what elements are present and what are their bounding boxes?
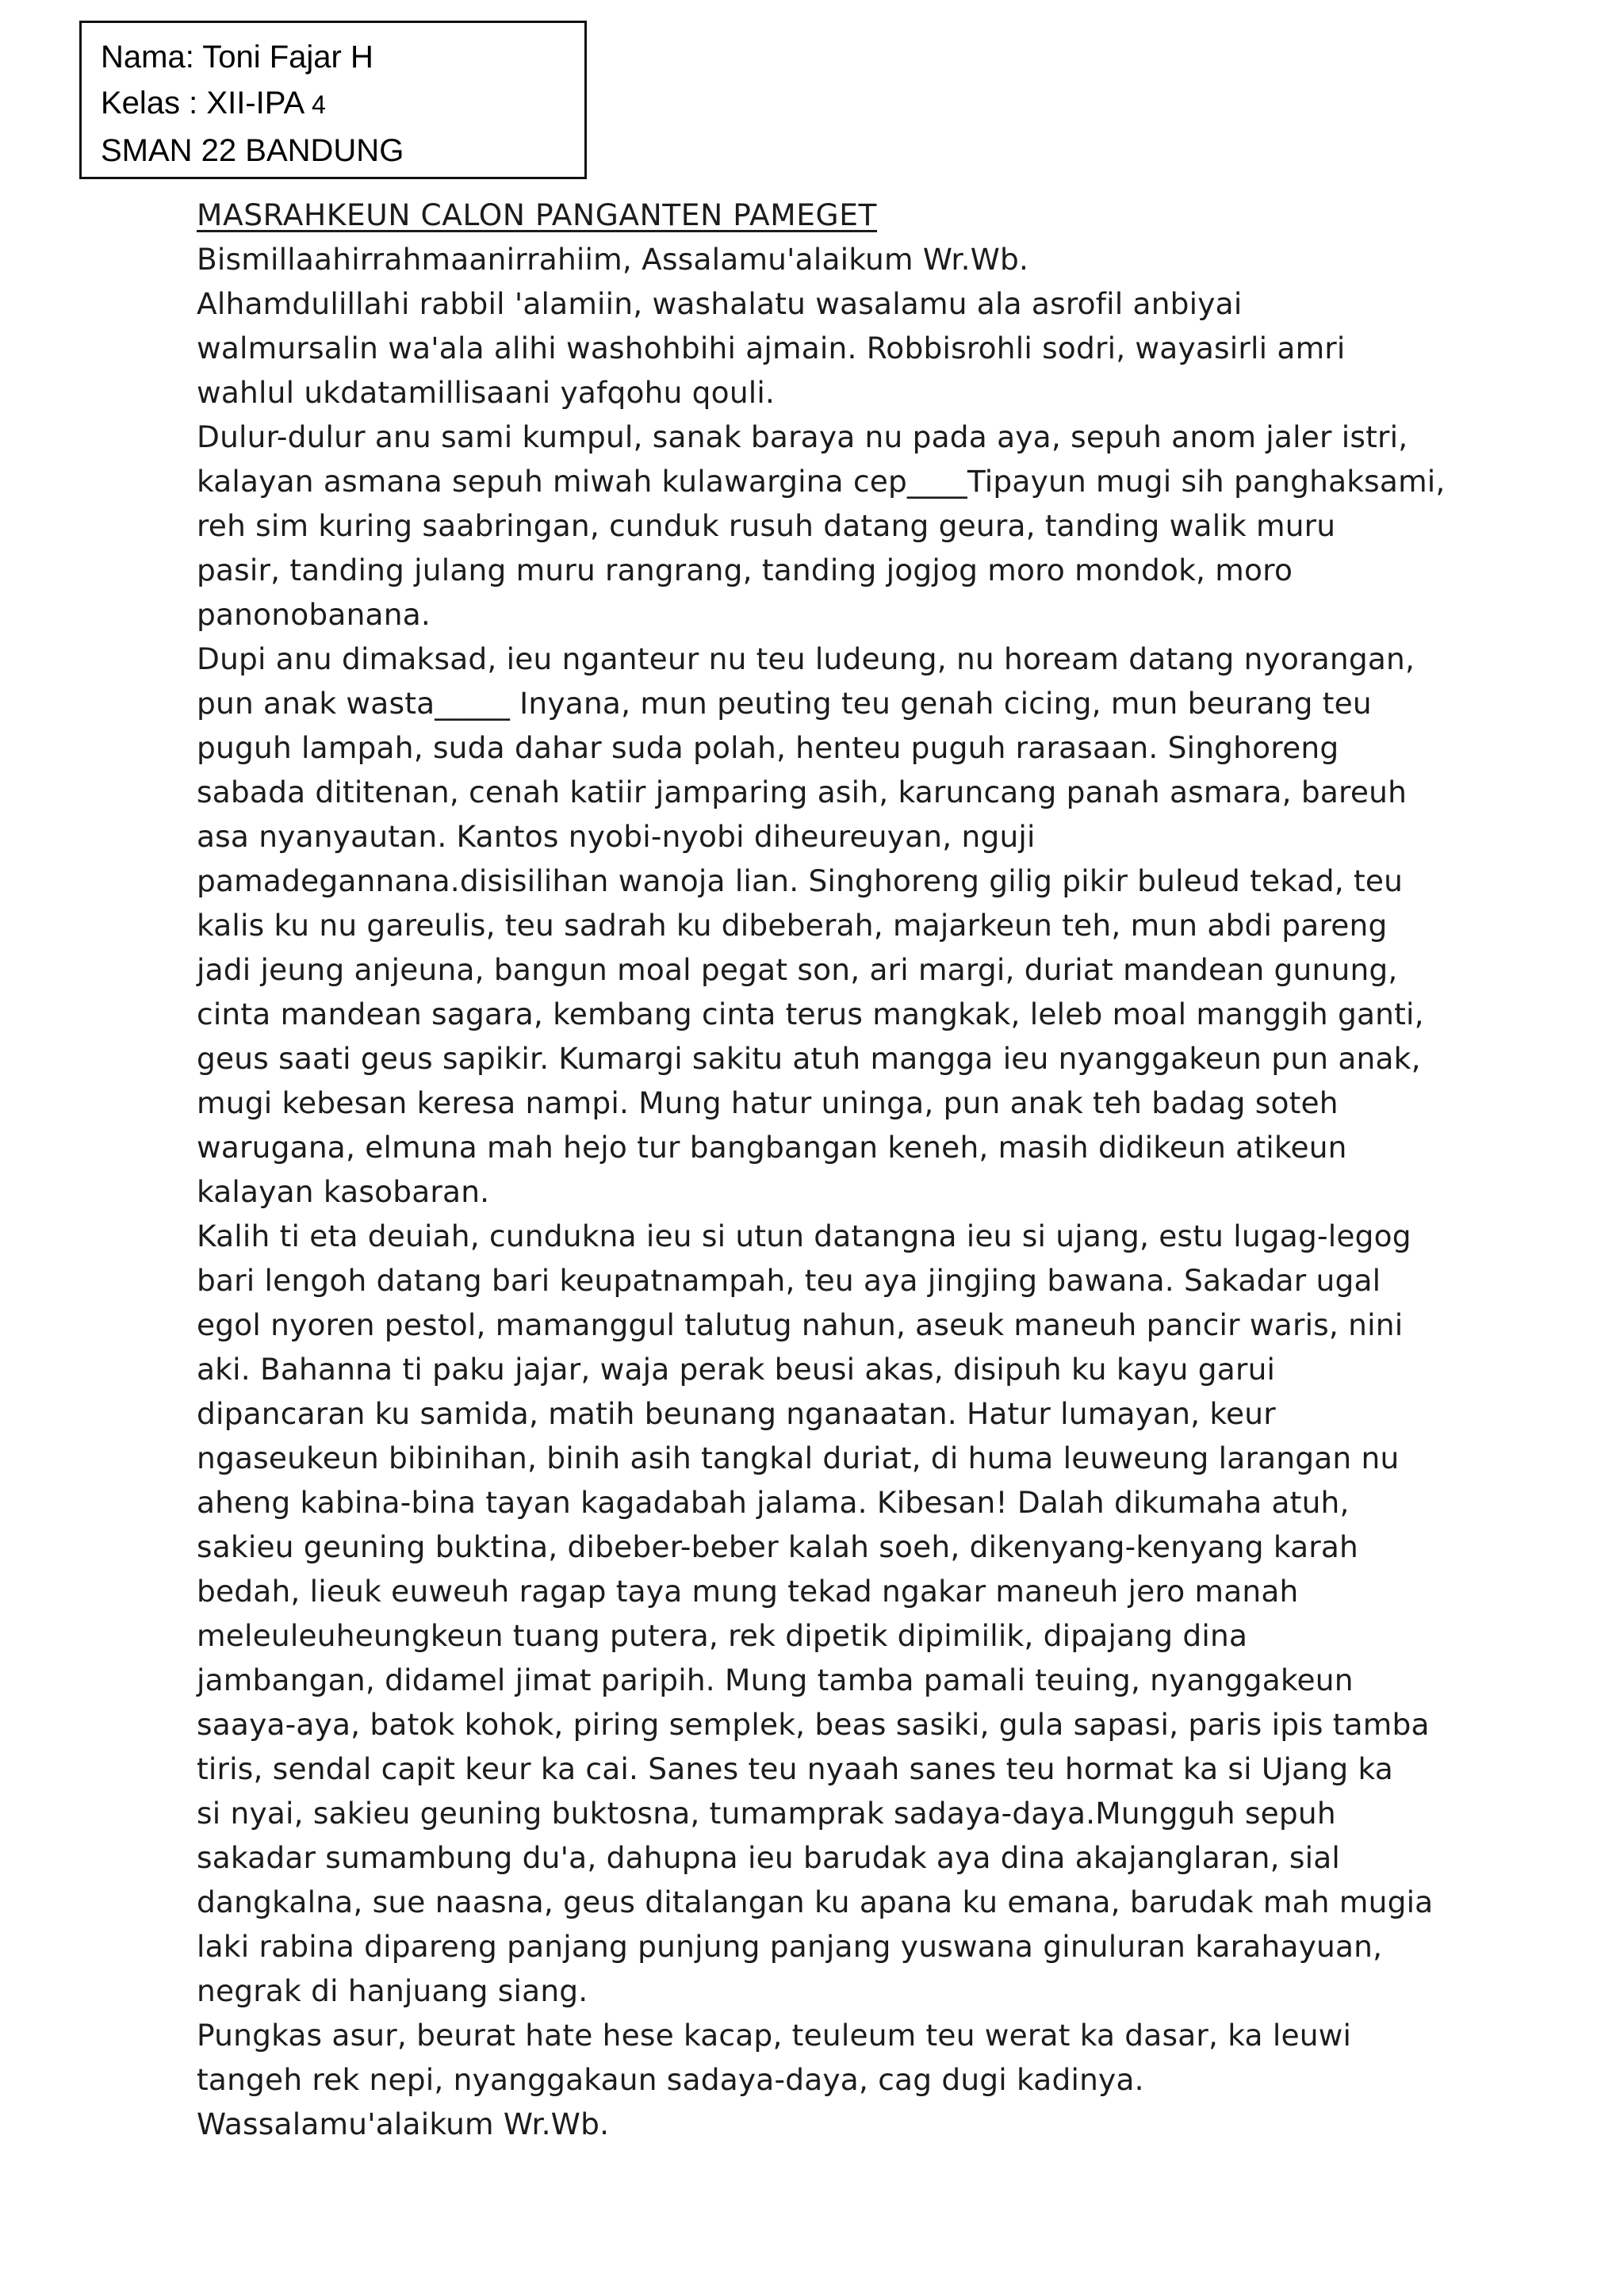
letter-line: cinta mandean sagara, kembang cinta terus mangkak, leleb moal manggih ganti,: [197, 997, 1424, 1031]
student-identity-box: [79, 21, 587, 179]
letter-line: dangkalna, sue naasna, geus ditalangan ku apana ku emana, barudak mah mugia: [197, 1885, 1434, 1919]
letter-line: pun anak wasta_____ Inyana, mun peuting teu genah cicing, mun beurang teu: [197, 686, 1372, 721]
letter-line: Kalih ti eta deuiah, cunduknа ieu si utun datangna ieu si ujang, estu lugag-legog: [197, 1219, 1411, 1253]
letter-line: Dulur-dulur anu sami kumpul, sanak baraya nu pada aya, sepuh anom jaler istri,: [197, 419, 1408, 454]
letter-line: bari lengoh datang bari keupatnampah, teu aya jingjing bawana. Sakadar ugal: [197, 1263, 1381, 1298]
letter-line: saaya-aya, batok kohok, piring semplek, beas sasiki, gula sapasi, paris ipis tamba: [197, 1707, 1430, 1742]
letter-line: kalis ku nu gareulis, teu sadrah ku dibeberah, majarkeun teh, mun abdi pareng: [197, 908, 1388, 943]
letter-line: bedah, lieuk euweuh ragap taya mung tekad ngakar maneuh jero manah: [197, 1574, 1299, 1609]
letter-line: laki rabina dipareng panjang punjung panjang yuswana ginuluran karahayuan,: [197, 1929, 1383, 1964]
letter-line: walmursalin wa'ala alihi washohbihi ajmain. Robbisrohli sodri, wayasirli amri: [197, 331, 1346, 365]
letter-line: panonobanana.: [197, 597, 431, 632]
letter-line: asa nyanyautan. Kantos nyobi-nyobi diheureuyan, nguji: [197, 819, 1036, 854]
letter-line: wahlul ukdatamillisaani yafqohu qouli.: [197, 375, 776, 410]
letter-line: sakieu geuning buktina, dibeber-beber kalah soeh, dikenyang-kenyang karah: [197, 1529, 1359, 1564]
letter-line: sabada dititenan, cenah katiir jamparing asih, karuncang panah asmara, bareuh: [197, 775, 1408, 809]
letter-line: dipancaran ku samida, matih beunang nganaatan. Hatur lumayan, keur: [197, 1396, 1276, 1431]
student-class-label: Kelas : XII-IPA: [101, 86, 312, 121]
letter-line: jadi jeung anjeuna, bangun moal pegat son, ari margi, duriat mandean gunung,: [197, 952, 1398, 987]
letter-line: ngaseukeun bibinihan, binih asih tangkal duriat, di huma leuweung larangan nu: [197, 1441, 1400, 1475]
letter-line: Alhamdulillahi rabbil 'alamiin, washalatu wasalamu ala asrofil anbiyai: [197, 286, 1243, 321]
letter-line: Dupi anu dimaksad, ieu nganteur nu teu ludeung, nu hoream datang nyorangan,: [197, 641, 1415, 676]
letter-line: sakadar sumambung du'a, dahupna ieu barudak aya dina akajanglaran, sial: [197, 1840, 1341, 1875]
letter-line: Bismillaahirrahmaanirrahiim, Assalamu'alaikum Wr.Wb.: [197, 242, 1029, 277]
letter-line: geus saati geus sapikir. Kumargi sakitu atuh mangga ieu nyanggakeun pun anak,: [197, 1041, 1421, 1076]
student-class-number: 4: [312, 90, 326, 119]
letter-line: kalayan asmana sepuh miwah kulawargina cep____Tipayun mugi sih panghaksami,: [197, 464, 1446, 499]
letter-line: mugi kebesan keresa nampi. Mung hatur uninga, pun anak teh badag soteh: [197, 1085, 1339, 1120]
letter-line: reh sim kuring saabringan, cunduk rusuh datang geura, tanding walik muru: [197, 508, 1336, 543]
letter-line: warugana, elmuna mah hejo tur bangbangan keneh, masih didikeun atikeun: [197, 1130, 1347, 1165]
letter-body: [197, 193, 1497, 2146]
student-class: [101, 80, 584, 128]
student-school: SMAN 22 BANDUNG: [101, 133, 404, 168]
letter-line: Wassalamu'alaikum Wr.Wb.: [197, 2107, 610, 2141]
letter-line: Pungkas asur, beurat hate hese kacap, teuleum teu werat ka dasar, ka leuwi: [197, 2018, 1352, 2053]
letter-line: si nyai, sakieu geuning buktosna, tumamprak sadaya-daya.Mungguh sepuh: [197, 1796, 1336, 1831]
letter-line: aheng kabina-bina tayan kagadabah jalama. Kibesan! Dalah dikumaha atuh,: [197, 1485, 1350, 1520]
letter-line: meleuleuheungkeun tuang putera, rek dipetik dipimilik, dipajang dina: [197, 1618, 1248, 1653]
letter-lines: [197, 237, 1497, 2146]
letter-line: jambangan, didamel jimat paripih. Mung tamba pamali teuing, nyanggakeun: [197, 1663, 1354, 1697]
letter-line: tiris, sendal capit keur ka cai. Sanes teu nyaah sanes teu hormat ka si Ujang ka: [197, 1751, 1393, 1786]
letter-line: egol nyoren pestol, mamanggul talutug nahun, aseuk maneuh pancir waris, nini: [197, 1307, 1404, 1342]
letter-line: pamadegannana.disisilihan wanoja lian. Singhoreng gilig pikir buleud tekad, teu: [197, 863, 1404, 898]
letter-title: MASRAHKEUN CALON PANGANTEN PAMEGET: [197, 197, 878, 232]
letter-line: tangeh rek nepi, nyanggakaun sadaya-daya, cag dugi kadinya.: [197, 2062, 1144, 2097]
letter-line: puguh lampah, suda dahar suda polah, henteu puguh rarasaan. Singhoreng: [197, 730, 1339, 765]
letter-line: aki. Bahanna ti paku jajar, waja perak beusi akas, disipuh ku kayu garui: [197, 1352, 1276, 1387]
letter-line: pasir, tanding julang muru rangrang, tanding jogjog moro mondok, moro: [197, 553, 1293, 587]
letter-line: kalayan kasobaran.: [197, 1174, 490, 1209]
letter-line: negrak di hanjuang siang.: [197, 1973, 588, 2008]
student-name: Nama: Toni Fajar H: [101, 40, 373, 75]
